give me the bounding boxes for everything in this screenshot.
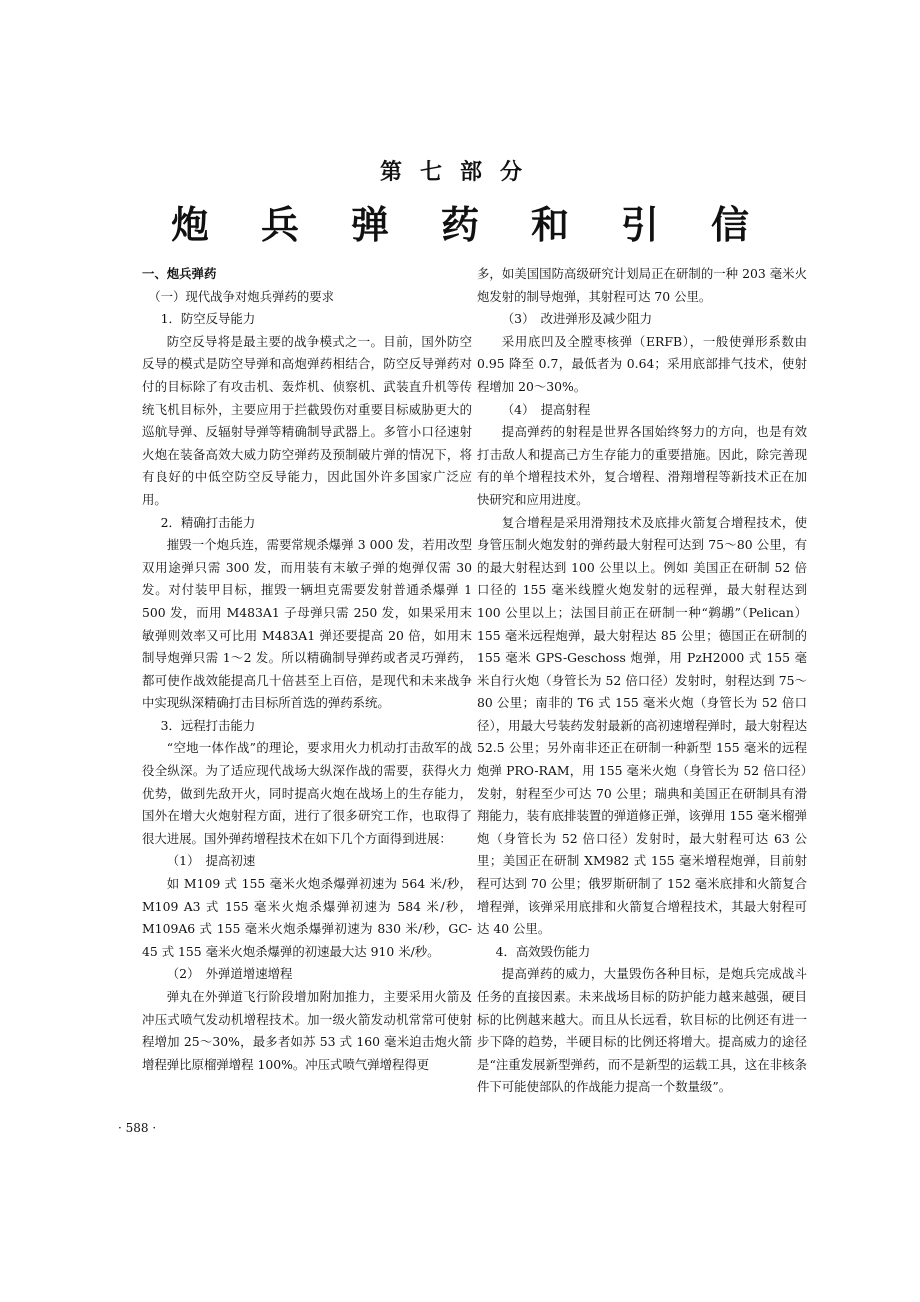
- paragraph: 提高弹药的射程是世界各国始终努力的方向，也是有效打击敌人和提高己方生存能力的重要措施。因此，除完善现有的单个增程技术外，复合增程、滑翔增程等新技术正在加快研究和应用进度。: [477, 424, 807, 507]
- paragraph: 摧毁一个炮兵连，需要常规杀爆弹 3 000 发，若用改型双用途弹只需 300 发，而用装有末敏子弹的炮弹仅需 30 发。对付装甲目标，摧毁一辆坦克需要发射普通杀爆弹 1 500 发，而用 M483A1 子母弹只需 250 发，如果采用末敏弹则效率又可比用 M483A1 弹还要提高 20 倍，如用末制导炮弹只需 1～2 发。所以精确制导弹药或者灵巧弹药，都可使作战效能提高几十倍甚至上百倍，是现代和未来战争中实现纵深精确打击目标所首选的弹药系统。: [142, 537, 472, 711]
- paragraph: 多，如美国国防高级研究计划局正在研制的一种 203 毫米火炮发射的制导炮弹，其射程可达 70 公里。: [477, 266, 807, 304]
- paragraph: 防空反导将是最主要的战争模式之一。目前，国外防空反导的模式是防空导弹和高炮弹药相结合，防空反导弹药对付的目标除了有攻击机、轰炸机、侦察机、武装直升机等传统飞机目标外，主要应用于拦截毁伤对重要目标威胁更大的巡航导弹、反辐射导弹等精确制导武器上。多管小口径速射火炮在装备高效大威力防空弹药及预制破片弹的情况下，将有良好的中低空防空反导能力，因此国外许多国家广泛应用。: [142, 333, 472, 507]
- numbered-heading: 4．高效毁伤能力: [495, 943, 591, 959]
- item-heading: （3） 改进弹形及减少阻力: [501, 311, 653, 327]
- item-heading: （2） 外弹道增速增程: [166, 966, 293, 982]
- right-column: [477, 263, 807, 1099]
- item-heading: （1） 提高初速: [166, 853, 256, 869]
- numbered-heading: 1．防空反导能力: [160, 311, 256, 327]
- paragraph: 复合增程是采用滑翔技术及底排火箭复合增程技术，使身管压制火炮发射的弹药最大射程可达到 75～80 公里，有的最大射程达到 100 公里以上。例如 美国正在研制 52 倍口径的 155 毫米线膛火炮发射的远程弹，最大射程达到 100 公里以上；法国目前正在研制一种“鹈鹕”（Pelican）155 毫米远程炮弹，最大射程达 85 公里；德国正在研制的 155 毫米 GPS-Geschoss 炮弹，用 PzH2000 式 155 毫米自行火炮（身管长为 52 倍口径）发射时，射程达到 75～80 公里；南非的 T6 式 155 毫米火炮（身管长为 52 倍口径），用最大号装药发射最新的高初速增程弹时，最大射程达 52.5 公里；另外南非还正在研制一种新型 155 毫米的远程炮弹 PRO-RAM，用 155 毫米火炮（身管长为 52 倍口径）发射，射程至少可达 70 公里；瑞典和美国正在研制具有滑翔能力，装有底排装置的弹道修正弹，该弹用 155 毫米榴弹炮（身管长为 52 倍口径）发射时，最大射程可达 63 公里；美国正在研制 XM982 式 155 毫米增程炮弹，目前射程可达到 70 公里；俄罗斯研制了 152 毫米底排和火箭复合增程弹，该弹采用底排和火箭复合增程技术，其最大射程可达 40 公里。: [477, 514, 807, 937]
- paragraph: 如 M109 式 155 毫米火炮杀爆弹初速为 564 米/秒，M109 A3 式 155 毫米火炮杀爆弹初速为 584 米/秒，M109A6 式 155 毫米火炮杀爆弹初速为 830 米/秒，GC-45 式 155 毫米火炮杀爆弹的初速最大达 910 米/秒。: [142, 876, 472, 959]
- numbered-heading: 2．精确打击能力: [160, 514, 256, 530]
- item-heading: （4） 提高射程: [501, 401, 591, 417]
- left-column: [142, 263, 472, 1076]
- paragraph: 提高弹药的威力，大量毁伤各种目标，是炮兵完成战斗任务的直接因素。未来战场目标的防护能力越来越强，硬目标的比例越来越大。而且从长远看，软目标的比例还有进一步下降的趋势，半硬目标的比例还将增大。提高威力的途径是“注重发展新型弹药，而不是新型的运载工具，这在非核条件下可能使部队的作战能力提高一个数量级”。: [477, 966, 807, 1095]
- subsection-heading: （一）现代战争对炮兵弹药的要求: [148, 288, 335, 304]
- part-title: 第七部分: [379, 160, 540, 185]
- section-heading: 一、炮兵弹药: [142, 266, 217, 281]
- paragraph: “空地一体作战”的理论，要求用火力机动打击敌军的战役全纵深。为了适应现代战场大纵深作战的需要，获得火力优势，做到先敌开火，同时提高火炮在战场上的生存能力，国外在增大火炮射程方面，进行了很多研究工作，也取得了很大进展。国外弹药增程技术在如下几个方面得到进展：: [142, 740, 472, 846]
- paragraph: 采用底凹及全膛枣核弹（ERFB），一般使弹形系数由 0.95 降至 0.7，最低者为 0.64；采用底部排气技术，使射程增加 20～30%。: [477, 333, 807, 394]
- paragraph: 弹丸在外弹道飞行阶段增加附加推力，主要采用火箭及冲压式喷气发动机增程技术。加一级火箭发动机常常可使射程增加 25～30%，最多者如苏 53 式 160 毫米迫击炮火箭增程弹比原榴弹增程 100%。冲压式喷气弹增程得更: [142, 989, 472, 1072]
- chapter-title: 炮兵弹药和引信: [170, 203, 801, 247]
- numbered-heading: 3．远程打击能力: [160, 717, 256, 733]
- page-number: · 588 ·: [118, 1121, 157, 1135]
